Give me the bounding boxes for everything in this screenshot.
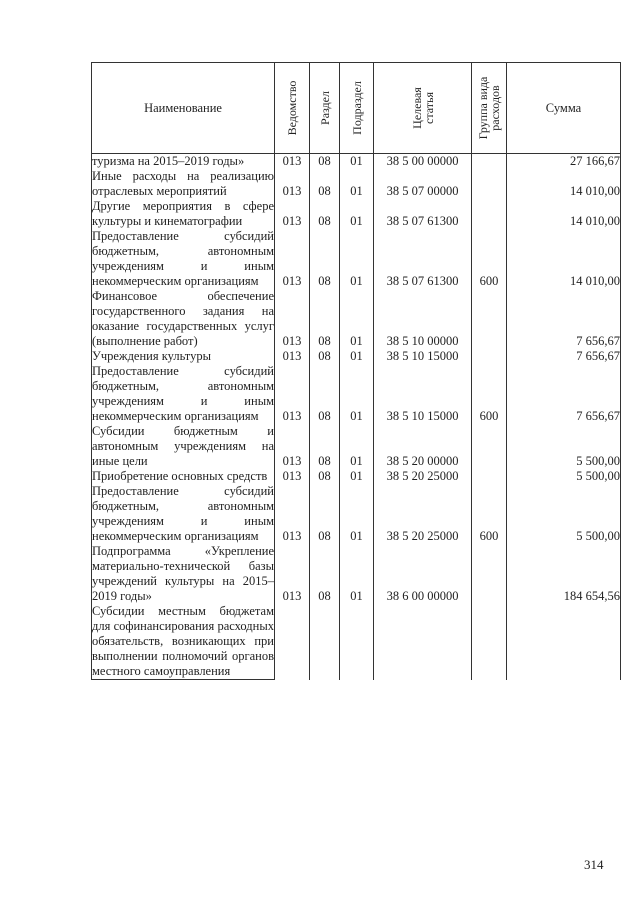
- row-name: Субсидии местным бюджетам для софинансирования расходных обязательств, возникающих при выполнении полномочий органов местного самоуправления: [92, 604, 274, 678]
- row-gruppa: 600: [472, 484, 507, 544]
- row-gruppa: [472, 604, 507, 680]
- row-podrazdel: 01: [340, 154, 374, 170]
- row-summa: [507, 604, 621, 680]
- row-podrazdel: 01: [340, 199, 374, 229]
- table-row: [92, 154, 621, 170]
- row-tselevaya: 38 5 07 61300: [374, 199, 472, 229]
- row-vedomstvo: 013: [275, 349, 310, 364]
- header-tselevaya: [374, 63, 472, 154]
- row-name: Другие мероприятия в сфере культуры и кинематографии: [92, 199, 274, 228]
- row-name: Предоставление субсидий бюджетным, автономным учреждениям и иным некоммерческим организациям: [92, 364, 274, 423]
- row-gruppa: [472, 199, 507, 229]
- header-tselevaya-line1: Целевая: [409, 87, 424, 129]
- row-name: Субсидии бюджетным и автономным учреждениям на иные цели: [92, 424, 274, 468]
- row-name: Предоставление субсидий бюджетным, автономным учреждениям и иным некоммерческим организациям: [92, 484, 274, 543]
- row-podrazdel: 01: [340, 169, 374, 199]
- row-vedomstvo: 013: [275, 484, 310, 544]
- row-razdel: 08: [310, 364, 340, 424]
- row-gruppa: [472, 349, 507, 364]
- table-row: [92, 364, 621, 424]
- header-razdel-text: Раздел: [317, 91, 332, 125]
- row-summa: 7 656,67: [507, 349, 621, 364]
- page-number: 314: [584, 857, 604, 872]
- row-summa: 184 654,56: [507, 544, 621, 604]
- row-podrazdel: 01: [340, 349, 374, 364]
- row-summa: 5 500,00: [507, 424, 621, 469]
- row-vedomstvo: 013: [275, 199, 310, 229]
- row-tselevaya: 38 6 00 00000: [374, 544, 472, 604]
- header-gruppa-text: [477, 77, 501, 140]
- row-tselevaya: 38 5 10 15000: [374, 349, 472, 364]
- row-tselevaya: 38 5 10 15000: [374, 364, 472, 424]
- row-razdel: 08: [310, 169, 340, 199]
- row-name: Предоставление субсидий бюджетным, автономным учреждениям и иным некоммерческим организациям: [92, 229, 274, 288]
- row-gruppa: [472, 154, 507, 170]
- row-summa: 5 500,00: [507, 469, 621, 484]
- row-vedomstvo: 013: [275, 154, 310, 170]
- row-podrazdel: 01: [340, 229, 374, 289]
- row-razdel: 08: [310, 544, 340, 604]
- row-podrazdel: 01: [340, 484, 374, 544]
- row-tselevaya: 38 5 20 25000: [374, 469, 472, 484]
- row-summa: 5 500,00: [507, 484, 621, 544]
- row-podrazdel: 01: [340, 289, 374, 349]
- row-vedomstvo: 013: [275, 544, 310, 604]
- row-podrazdel: 01: [340, 424, 374, 469]
- row-razdel: 08: [310, 154, 340, 170]
- table-row: [92, 199, 621, 229]
- row-summa: 27 166,67: [507, 154, 621, 170]
- row-gruppa: [472, 169, 507, 199]
- header-summa: Сумма: [507, 63, 621, 154]
- row-tselevaya: 38 5 00 00000: [374, 154, 472, 170]
- row-name: Финансовое обеспечение государственного задания на оказание государственных услуг (выполнение работ): [92, 289, 274, 348]
- row-razdel: [310, 604, 340, 680]
- row-summa: 14 010,00: [507, 169, 621, 199]
- header-tselevaya-line2: статья: [421, 92, 436, 124]
- table-row: [92, 289, 621, 349]
- row-tselevaya: 38 5 07 00000: [374, 169, 472, 199]
- row-gruppa: [472, 424, 507, 469]
- table-row: [92, 484, 621, 544]
- header-vedomstvo-text: Ведомство: [285, 80, 299, 136]
- budget-table: [91, 62, 621, 680]
- row-name: Учреждения культуры: [92, 349, 275, 364]
- row-razdel: 08: [310, 289, 340, 349]
- row-name: Приобретение основных средств: [92, 469, 275, 484]
- row-tselevaya: [374, 604, 472, 680]
- row-vedomstvo: [275, 604, 310, 680]
- row-gruppa: 600: [472, 364, 507, 424]
- row-razdel: 08: [310, 484, 340, 544]
- row-tselevaya: 38 5 20 00000: [374, 424, 472, 469]
- row-summa: 7 656,67: [507, 364, 621, 424]
- row-name: туризма на 2015–2019 годы»: [92, 154, 275, 170]
- table-row: [92, 469, 621, 484]
- header-podrazdel: [340, 63, 374, 154]
- row-name: Иные расходы на реализацию отраслевых мероприятий: [92, 169, 274, 198]
- row-gruppa: 600: [472, 229, 507, 289]
- row-vedomstvo: 013: [275, 229, 310, 289]
- row-gruppa: [472, 469, 507, 484]
- header-gruppa: [472, 63, 507, 154]
- row-razdel: 08: [310, 349, 340, 364]
- row-podrazdel: 01: [340, 364, 374, 424]
- table-row: [92, 424, 621, 469]
- row-razdel: 08: [310, 229, 340, 289]
- header-gruppa-line2: расходов: [488, 85, 502, 131]
- row-vedomstvo: 013: [275, 169, 310, 199]
- row-name: Подпрограмма «Укрепление материально-технической базы учреждений культуры на 2015–2019 годы»: [92, 544, 274, 603]
- row-tselevaya: 38 5 10 00000: [374, 289, 472, 349]
- header-vedomstvo: [275, 63, 310, 154]
- row-podrazdel: [340, 604, 374, 680]
- row-razdel: 08: [310, 469, 340, 484]
- row-podrazdel: 01: [340, 469, 374, 484]
- row-summa: 7 656,67: [507, 289, 621, 349]
- row-vedomstvo: 013: [275, 364, 310, 424]
- row-razdel: 08: [310, 424, 340, 469]
- row-razdel: 08: [310, 199, 340, 229]
- header-name: Наименование: [92, 63, 275, 154]
- row-vedomstvo: 013: [275, 469, 310, 484]
- row-gruppa: [472, 544, 507, 604]
- header-gruppa-line1: Группа вида: [476, 76, 490, 140]
- row-vedomstvo: 013: [275, 424, 310, 469]
- row-vedomstvo: 013: [275, 289, 310, 349]
- row-gruppa: [472, 289, 507, 349]
- header-razdel: [310, 63, 340, 154]
- table-header-row: [92, 63, 621, 154]
- row-tselevaya: 38 5 07 61300: [374, 229, 472, 289]
- table-row: [92, 544, 621, 604]
- table-row: [92, 229, 621, 289]
- header-podrazdel-text: Подраздел: [349, 81, 364, 135]
- table-row: [92, 604, 621, 680]
- header-tselevaya-text: [411, 87, 435, 129]
- table-row: [92, 349, 621, 364]
- row-summa: 14 010,00: [507, 199, 621, 229]
- table-row: [92, 169, 621, 199]
- row-tselevaya: 38 5 20 25000: [374, 484, 472, 544]
- row-podrazdel: 01: [340, 544, 374, 604]
- row-summa: 14 010,00: [507, 229, 621, 289]
